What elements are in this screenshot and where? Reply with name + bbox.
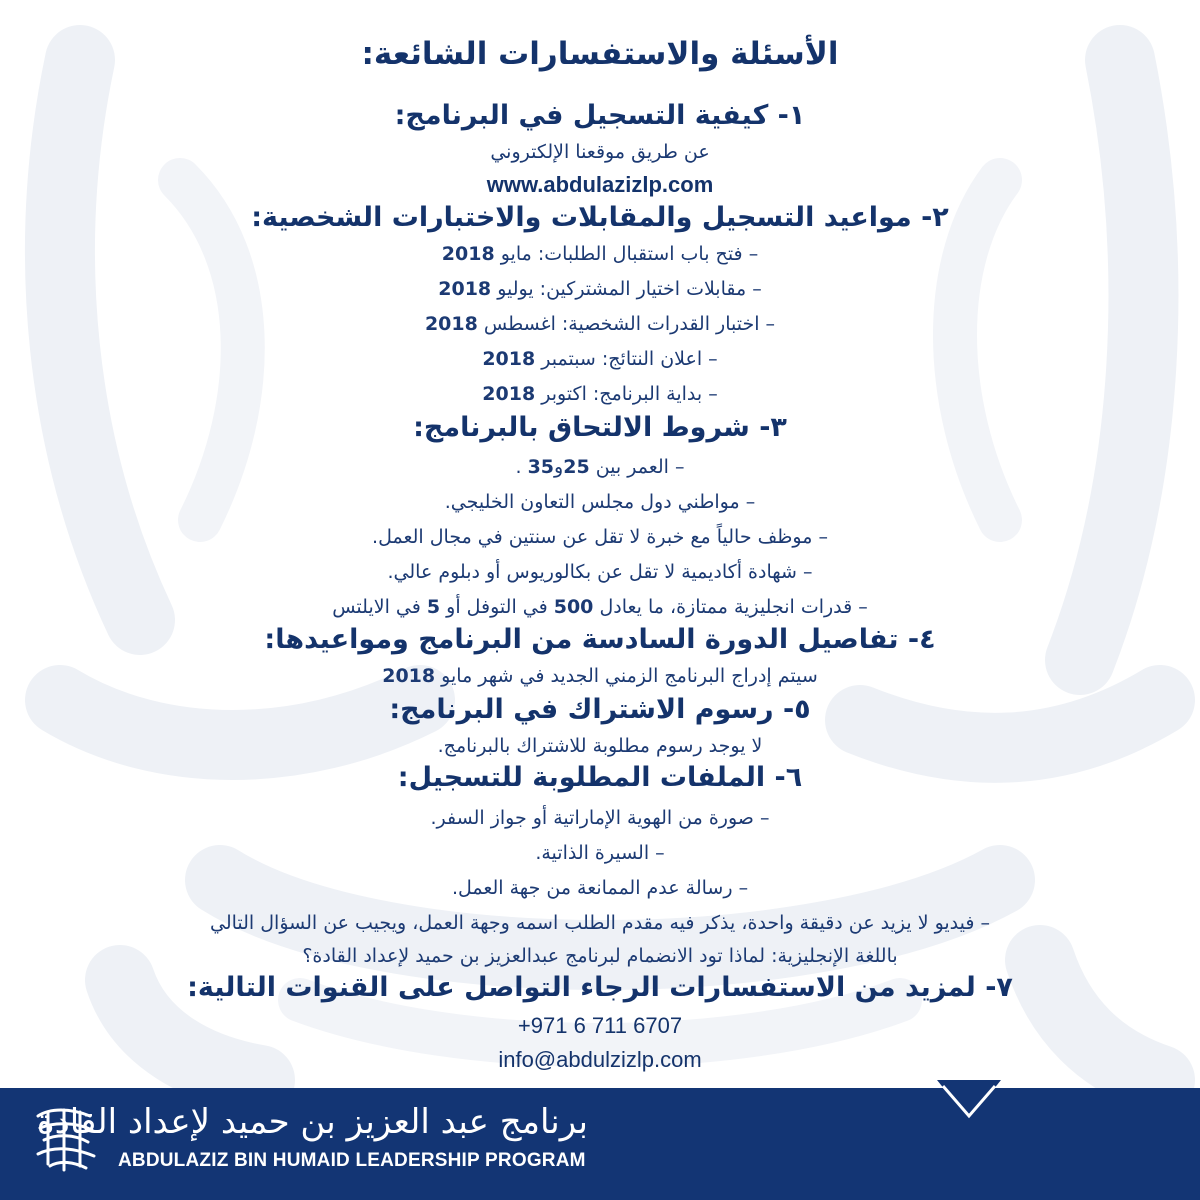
requirement-english: [0, 589, 1200, 625]
phone-row: [0, 1008, 1200, 1044]
website-link[interactable]: www.abdulazizlp.com: [486, 172, 714, 197]
section-7-heading: ٧- لمزيد من الاستفسارات الرجاء التواصل على القنوات التالية:: [187, 972, 1013, 1003]
bullet-dash: –: [752, 278, 762, 300]
toefl-score: 500: [553, 596, 594, 618]
document-text: السيرة الذاتية.: [535, 842, 650, 864]
schedule-year: 2018: [441, 243, 495, 265]
requirement-item: [0, 519, 1200, 555]
schedule-item: [0, 376, 1200, 412]
section-4-heading: ٤- تفاصيل الدورة السادسة من البرنامج ومواعيدها:: [264, 624, 936, 655]
bullet-dash: –: [759, 807, 770, 829]
section-4-sentence: سيتم إدراج البرنامج الزمني الجديد في شهر مايو: [441, 665, 818, 687]
schedule-label: اختبار القدرات الشخصية: اغسطس: [483, 313, 760, 335]
schedule-label: اعلان النتائج: سبتمبر: [541, 348, 703, 370]
age-prefix: العمر بين: [595, 456, 669, 478]
ielts-score: 5: [426, 596, 441, 618]
age-min: 25: [563, 456, 590, 478]
footer-program-name-arabic: برنامج عبد العزيز بن حميد لإعداد القادة: [36, 1102, 588, 1142]
age-max: 35: [527, 456, 555, 478]
section-1-heading: ١- كيفية التسجيل في البرنامج:: [394, 100, 806, 131]
bullet-dash: –: [738, 877, 749, 899]
schedule-item: [0, 271, 1200, 307]
schedule-year: 2018: [482, 348, 536, 370]
section-3-heading: ٣- شروط الالتحاق بالبرنامج:: [413, 412, 787, 443]
requirement-age: [0, 449, 1200, 485]
footer-chevron-icon: [937, 1080, 1001, 1124]
age-and: و: [554, 456, 564, 478]
section-2-heading: ٢- مواعيد التسجيل والمقابلات والاختبارات الشخصية:: [251, 202, 949, 233]
document-item: [0, 835, 1200, 871]
email-row: [0, 1042, 1200, 1078]
document-text: رسالة عدم الممانعة من جهة العمل.: [451, 877, 733, 899]
bullet-dash: –: [708, 348, 718, 370]
document-item: [0, 870, 1200, 906]
phone-number[interactable]: +971 6 711 6707: [517, 1013, 683, 1038]
section-1-text: عن طريق موقعنا الإلكتروني: [490, 141, 710, 163]
bullet-dash: –: [745, 491, 756, 513]
schedule-item: [0, 236, 1200, 272]
email-link[interactable]: info@abdulzizlp.com: [498, 1047, 702, 1072]
schedule-label: مقابلات اختيار المشتركين: يوليو: [497, 278, 747, 300]
schedule-year: 2018: [424, 313, 478, 335]
bullet-dash: –: [655, 842, 665, 864]
bullet-dash: –: [765, 313, 776, 335]
section-5-heading: ٥- رسوم الاشتراك في البرنامج:: [389, 694, 811, 725]
requirement-item: [0, 554, 1200, 590]
english-mid: في التوفل أو: [446, 596, 548, 618]
section-4-text: [0, 658, 1200, 694]
age-end: .: [515, 456, 522, 478]
bullet-dash: –: [980, 912, 991, 934]
bullet-dash: –: [748, 243, 759, 265]
bullet-dash: –: [675, 456, 685, 478]
document-video-line2: باللغة الإنجليزية: لماذا تود الانضمام لبرنامج عبدالعزيز بن حميد لإعداد القادة؟: [302, 945, 898, 967]
bullet-dash: –: [802, 561, 813, 583]
section-6-heading: ٦- الملفات المطلوبة للتسجيل:: [397, 762, 803, 793]
document-text: صورة من الهوية الإماراتية أو جواز السفر.: [430, 807, 754, 829]
requirement-item: [0, 484, 1200, 520]
requirement-text: شهادة أكاديمية لا تقل عن بكالوريوس أو دبلوم عالي.: [387, 561, 797, 583]
bullet-dash: –: [818, 526, 828, 548]
requirement-text: مواطني دول مجلس التعاون الخليجي.: [444, 491, 740, 513]
document-item: [0, 800, 1200, 836]
section-4-year: 2018: [382, 665, 436, 687]
english-end: في الايلتس: [332, 596, 421, 618]
bullet-dash: –: [858, 596, 868, 618]
bullet-dash: –: [708, 383, 718, 405]
schedule-label: فتح باب استقبال الطلبات: مايو: [500, 243, 743, 265]
schedule-item: [0, 306, 1200, 342]
website-link-row: [0, 167, 1200, 203]
requirement-text: موظف حالياً مع خبرة لا تقل عن سنتين في مجال العمل.: [372, 526, 813, 548]
english-prefix: قدرات انجليزية ممتازة، ما يعادل: [599, 596, 853, 618]
schedule-year: 2018: [482, 383, 536, 405]
footer-program-name-english: ABDULAZIZ BIN HUMAID LEADERSHIP PROGRAM: [118, 1150, 586, 1171]
schedule-label: بداية البرنامج: اكتوبر: [541, 383, 703, 405]
schedule-year: 2018: [438, 278, 492, 300]
schedule-item: [0, 341, 1200, 377]
section-5-text: لا يوجد رسوم مطلوبة للاشتراك بالبرنامج.: [437, 735, 763, 757]
document-video-line1: [0, 905, 1200, 941]
video-requirement-text: فيديو لا يزيد عن دقيقة واحدة، يذكر فيه مقدم الطلب اسمه وجهة العمل، ويجيب عن السؤال التالي: [209, 912, 975, 934]
page-title: الأسئلة والاستفسارات الشائعة:: [361, 36, 839, 72]
